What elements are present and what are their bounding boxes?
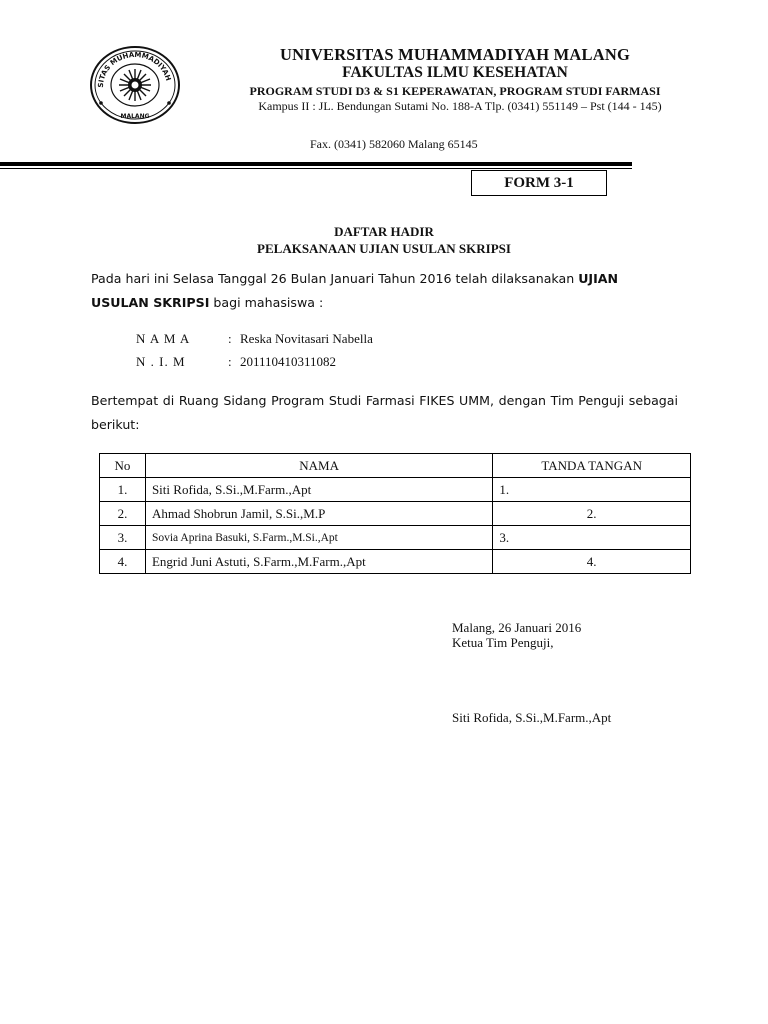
student-name-label: N A M A bbox=[136, 331, 191, 346]
signature-slot: 1. bbox=[493, 478, 691, 502]
examiner-name: Sovia Aprina Basuki, S.Farm.,M.Si.,Apt bbox=[145, 526, 492, 550]
student-name-value: Reska Novitasari Nabella bbox=[240, 331, 373, 346]
header-signature: TANDA TANGAN bbox=[493, 454, 691, 478]
row-number: 1. bbox=[100, 478, 146, 502]
signature-name: Siti Rofida, S.Si.,M.Farm.,Apt bbox=[452, 710, 612, 725]
student-name-row: N A M A : Reska Novitasari Nabella bbox=[136, 331, 373, 346]
document-subtitle: PELAKSANAAN UJIAN USULAN SKRIPSI bbox=[257, 241, 511, 256]
intro-paragraph bbox=[91, 267, 678, 315]
row-number: 2. bbox=[100, 502, 146, 526]
form-code-box: FORM 3-1 bbox=[471, 170, 607, 196]
university-logo bbox=[89, 45, 181, 125]
table-row bbox=[100, 550, 691, 574]
table-row bbox=[100, 526, 691, 550]
examiner-name: Engrid Juni Astuti, S.Farm.,M.Farm.,Apt bbox=[145, 550, 492, 574]
examiner-name: Siti Rofida, S.Si.,M.Farm.,Apt bbox=[145, 478, 492, 502]
row-number: 3. bbox=[100, 526, 146, 550]
examiner-name: Ahmad Shobrun Jamil, S.Si.,M.P bbox=[145, 502, 492, 526]
logo-text: SITAS MUHAMMADIYAH bbox=[96, 50, 173, 88]
header-no: No bbox=[100, 454, 146, 478]
student-nim-value: 201110410311082 bbox=[240, 354, 337, 369]
faculty-name: FAKULTAS ILMU KESEHATAN bbox=[342, 64, 568, 81]
student-nim-label: N . I. M bbox=[136, 354, 186, 369]
table-row bbox=[100, 502, 691, 526]
program-name: PROGRAM STUDI D3 & S1 KEPERAWATAN, PROGRAM STUDI FARMASI bbox=[249, 84, 661, 98]
letterhead-divider-thin bbox=[0, 168, 632, 169]
signature-slot: 3. bbox=[493, 526, 691, 550]
row-number: 4. bbox=[100, 550, 146, 574]
signature-role: Ketua Tim Penguji, bbox=[452, 635, 554, 650]
logo-bottom-text: MALANG bbox=[120, 113, 150, 120]
signature-slot: 2. bbox=[493, 502, 691, 526]
location-paragraph: Bertempat di Ruang Sidang Program Studi Farmasi FIKES UMM, dengan Tim Penguji sebagai berikut: bbox=[91, 393, 678, 432]
signature-slot: 4. bbox=[493, 550, 691, 574]
letterhead bbox=[230, 45, 680, 113]
campus-address: Kampus II : JL. Bendungan Sutami No. 188-A Tlp. (0341) 551149 – Pst (144 - 145) bbox=[258, 99, 662, 113]
header-name: NAMA bbox=[145, 454, 492, 478]
student-nim-row: N . I. M : 201110410311082 bbox=[136, 354, 337, 369]
intro-text-end: bagi mahasiswa : bbox=[209, 295, 324, 310]
document-title: DAFTAR HADIR bbox=[334, 224, 434, 239]
signature-place-date: Malang, 26 Januari 2016 bbox=[452, 620, 582, 635]
letterhead-divider bbox=[0, 162, 632, 166]
intro-exam-type: UJIAN USULAN SKRIPSI bbox=[91, 271, 619, 310]
intro-text: Pada hari ini Selasa Tanggal 26 Bulan Januari Tahun 2016 telah dilaksanakan bbox=[91, 271, 579, 286]
university-name: UNIVERSITAS MUHAMMADIYAH MALANG bbox=[280, 45, 630, 64]
examiner-attendance-table bbox=[99, 453, 691, 574]
table-header-row bbox=[100, 454, 691, 478]
table-row bbox=[100, 478, 691, 502]
fax-address: Fax. (0341) 582060 Malang 65145 bbox=[310, 137, 478, 151]
